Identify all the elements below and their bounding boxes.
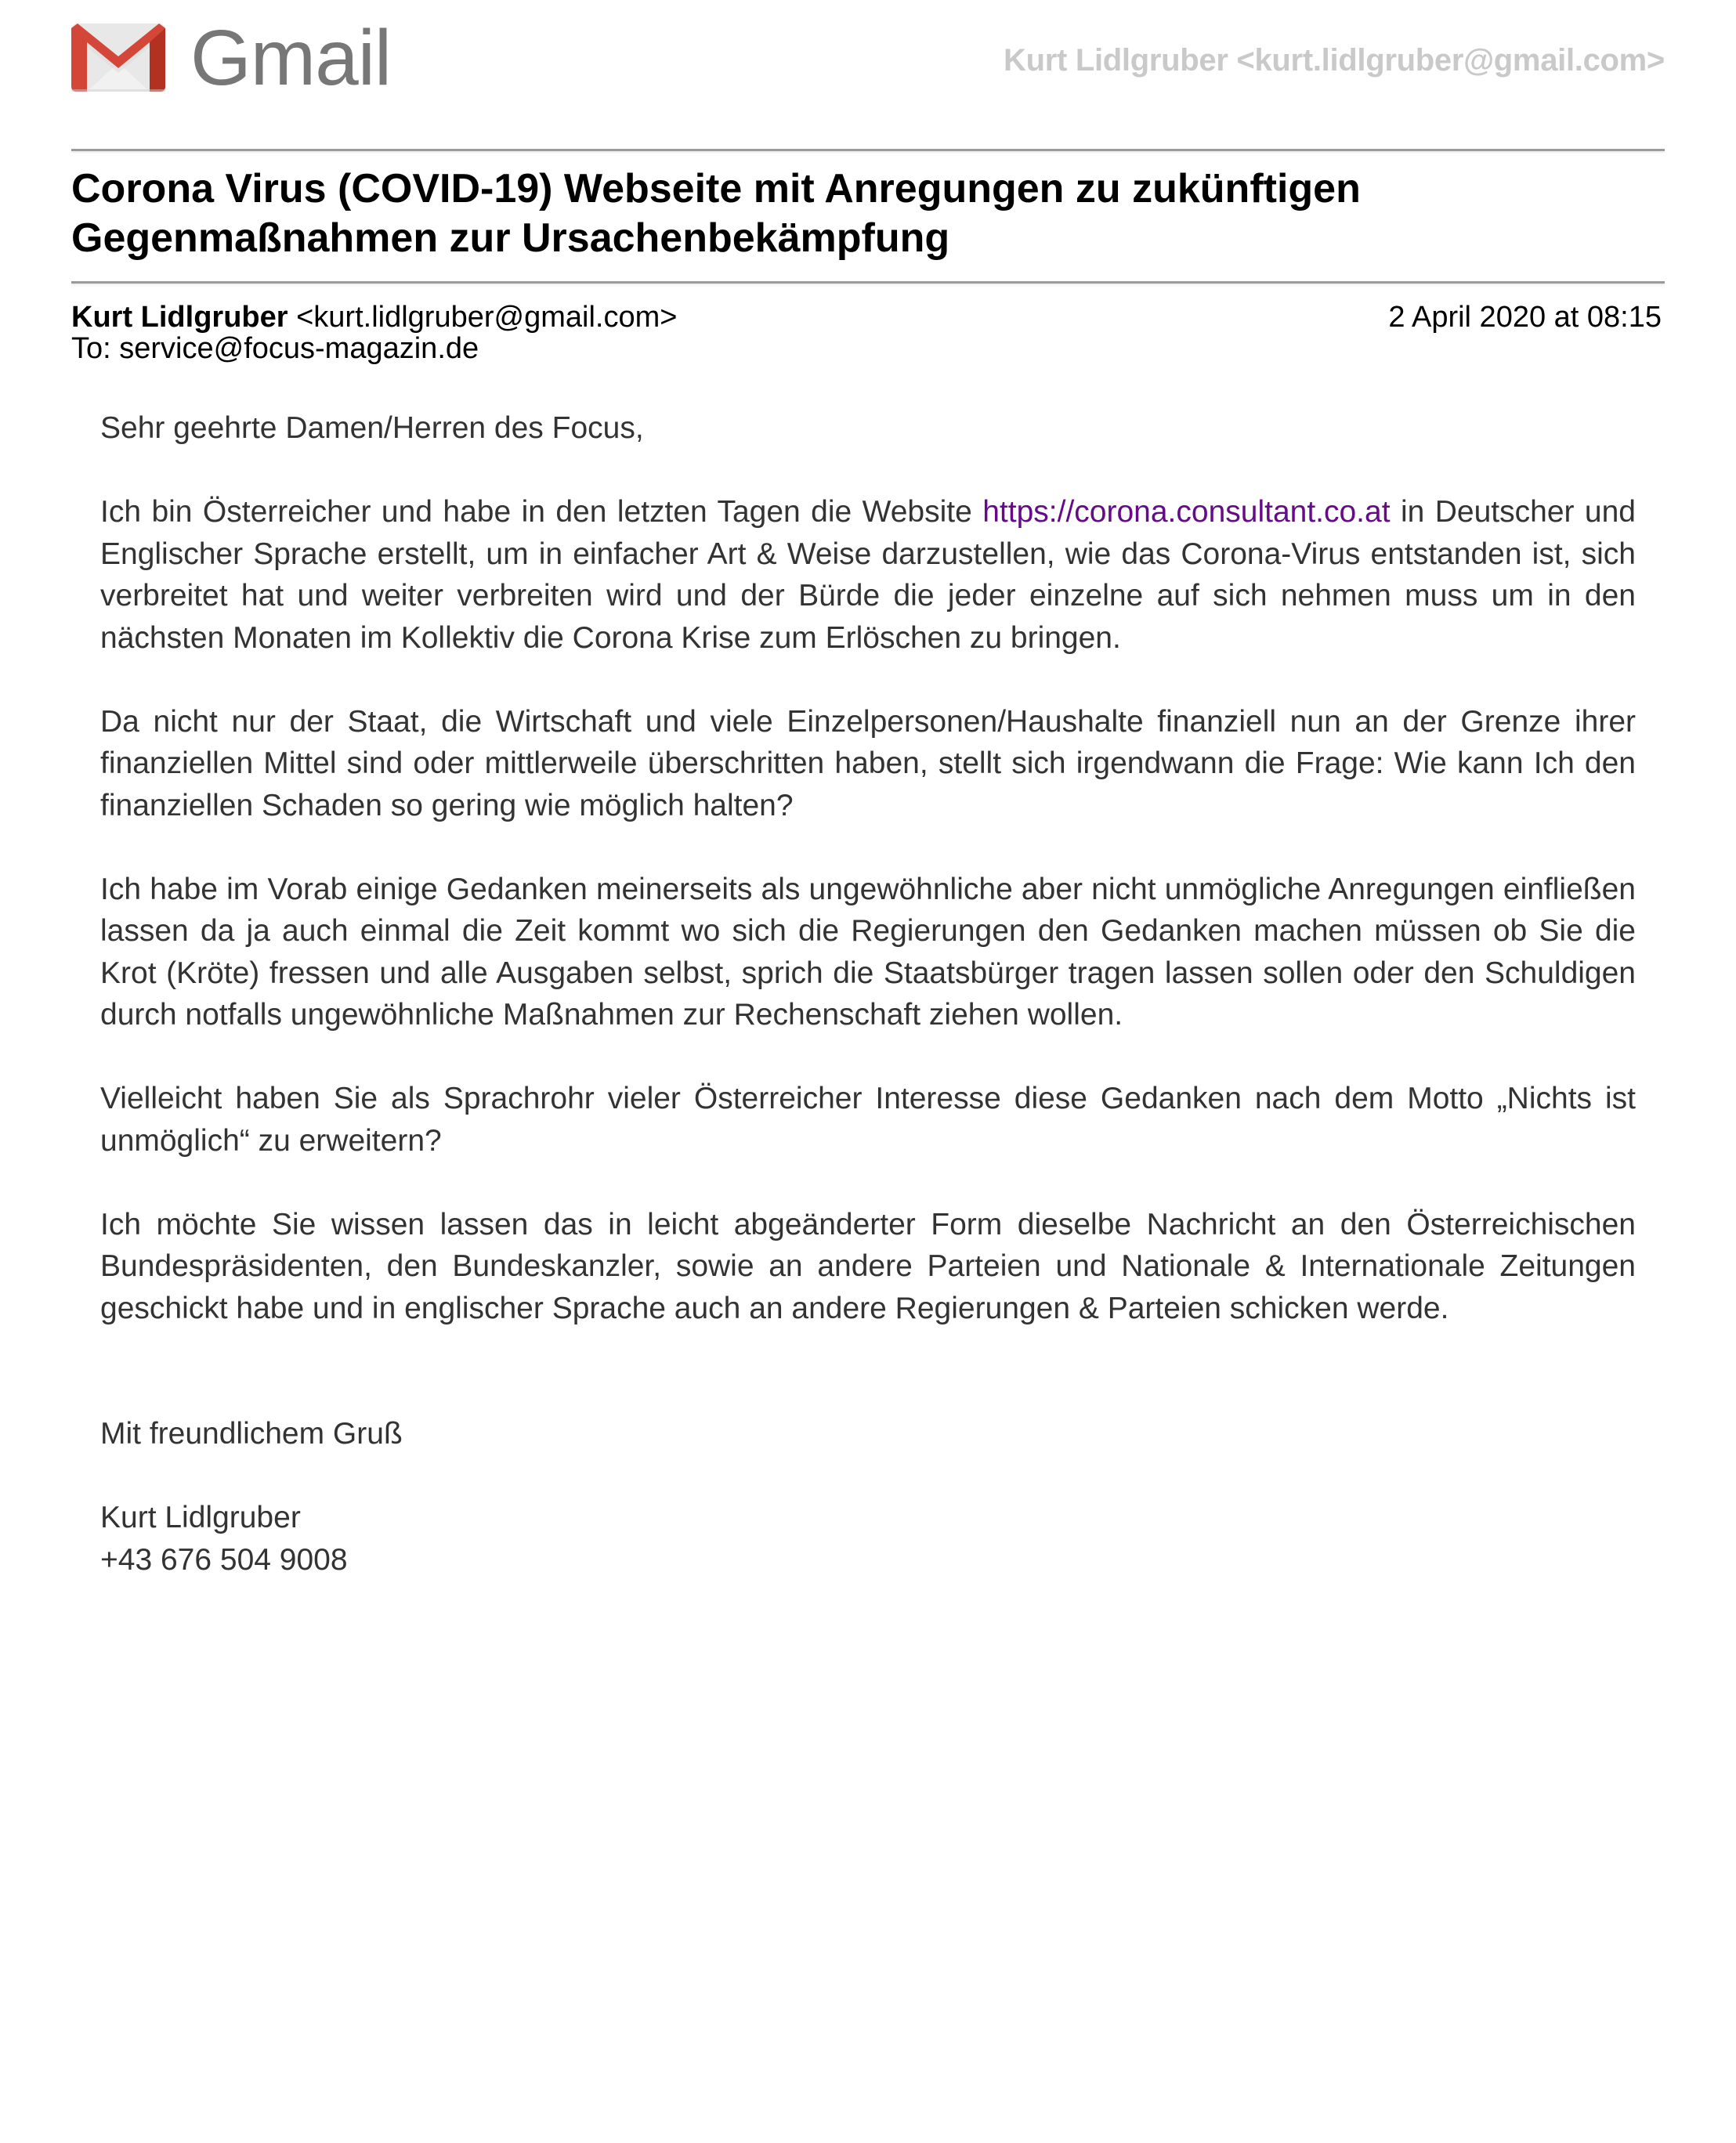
header-divider [71, 149, 1665, 151]
blank-line [100, 1455, 1636, 1498]
paragraph-2: Da nicht nur der Staat, die Wirtschaft und viele Einzelpersonen/Haushalte finanziell nun an der Grenze ihrer finanziellen Mittel sind oder mittlerweile überschritten haben, stellt sich irgendwann die Frage: Wie kann Ich den finanziellen Schaden so gering wie möglich halten? [100, 704, 1636, 822]
recipient-email: service@focus-magazin.de [119, 332, 479, 365]
account-label: Kurt Lidlgruber <kurt.lidlgruber@gmail.com> [1004, 43, 1665, 78]
paragraph-4: Vielleicht haben Sie als Sprachrohr vieler Österreicher Interesse diese Gedanken nach dem Motto „Nichts ist unmöglich“ zu erweitern? [100, 1082, 1636, 1158]
paragraph-1-text-a: Ich bin Österreicher und habe in den letzten Tagen die Website [100, 495, 983, 529]
closing: Mit freundlichem Gruß [100, 1417, 403, 1451]
email-body [100, 407, 1636, 1581]
sender-name: Kurt Lidlgruber [71, 301, 288, 334]
paragraph-3: Ich habe im Vorab einige Gedanken meinerseits als ungewöhnliche aber nicht unmögliche Anregungen einfließen lassen da ja auch einmal die Zeit kommt wo sich die Regierungen den Gedanken machen müssen ob Sie die Krot (Kröte) fressen und alle Ausgaben selbst, sprich die Staatsbürger tragen lassen sollen oder den Schuldigen durch notfalls ungewöhnliche Maßnahmen zur Rechenschaft ziehen wollen. [100, 872, 1636, 1032]
blank-line [100, 1371, 1636, 1414]
paragraph-1-text-b: in Deutscher und Englischer Sprache erstellt, um in einfacher Art & Weise darzustellen, wie das Corona-Virus entstanden ist, sich verbreitet hat und weiter verbreiten wird und der Bürde die jeder einzelne auf sich nehmen muss um in den nächsten Monaten im Kollektiv die Corona Krise zum Erlöschen zu bringen. [100, 495, 1636, 655]
recipient-row [71, 333, 1662, 364]
email-date: 2 April 2020 at 08:15 [1388, 301, 1662, 334]
to-label: To: [71, 332, 111, 365]
subject-divider [71, 281, 1665, 284]
sender-row [71, 302, 1662, 333]
gmail-logo-icon [71, 23, 165, 92]
website-link[interactable]: https://corona.consultant.co.at [982, 495, 1391, 529]
signature-name: Kurt Lidlgruber [100, 1501, 301, 1534]
paragraph-1 [100, 491, 1636, 659]
paragraph-5: Ich möchte Sie wissen lassen das in leicht abgeänderter Form dieselbe Nachricht an den Österreichischen Bundespräsidenten, den Bundeskanzler, sowie an andere Parteien und Nationale & Internationale Zeitungen geschickt habe und in englischer Sprache auch an andere Regierungen & Parteien schicken werde. [100, 1207, 1636, 1325]
signature-block [100, 1413, 1636, 1581]
signature-phone: +43 676 504 9008 [100, 1542, 348, 1577]
gmail-wordmark: Gmail [190, 14, 392, 102]
sender-email: <kurt.lidlgruber@gmail.com> [296, 301, 678, 334]
email-meta [71, 302, 1662, 364]
sender [71, 302, 677, 333]
greeting: Sehr geehrte Damen/Herren des Focus, [100, 411, 644, 445]
email-subject: Corona Virus (COVID-19) Webseite mit Anregungen zu zukünftigen Gegenmaßnahmen zur Ursachenbekämpfung [71, 166, 1361, 261]
